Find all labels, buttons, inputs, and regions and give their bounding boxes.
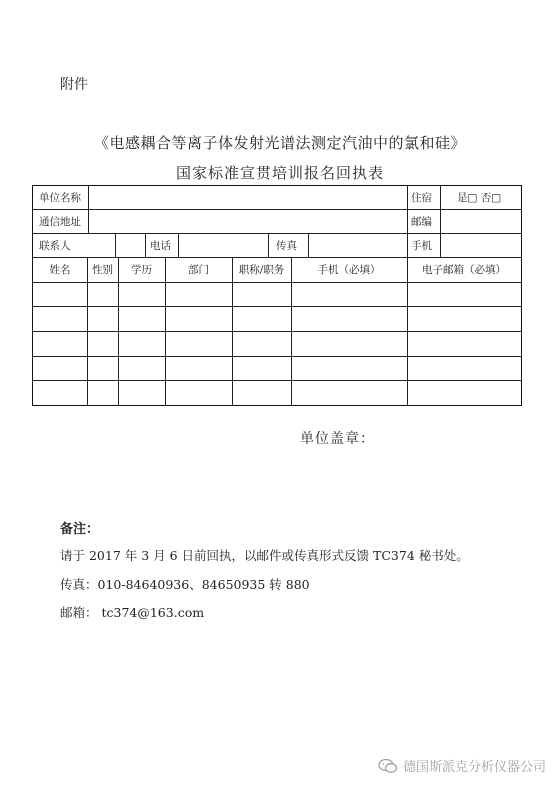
col-divider	[178, 233, 179, 257]
row-divider	[33, 306, 521, 307]
row-divider	[33, 282, 521, 283]
col-divider	[87, 257, 88, 405]
col-divider	[115, 233, 116, 257]
row-divider	[33, 331, 521, 332]
document-title: 《电感耦合等离子体发射光谱法测定汽油中的氯和硅》	[93, 134, 466, 152]
notes-title: 备注：	[60, 522, 100, 537]
row-divider	[33, 356, 521, 357]
col-divider	[308, 233, 309, 257]
attachment-label: 附件	[60, 77, 88, 93]
lodging-options: 是□ 否□	[457, 192, 502, 204]
column-header: 电子邮箱（必填）	[422, 264, 506, 276]
lodging-label: 住宿	[411, 192, 432, 204]
phone-label: 电话	[150, 240, 171, 252]
column-header: 姓名	[49, 264, 71, 276]
col-divider	[407, 186, 408, 257]
row-divider	[33, 380, 521, 381]
fax-label: 传真	[276, 240, 297, 252]
watermark-text: 德国斯派克分析仪器公司	[402, 760, 546, 775]
unit-stamp-label: 单位盖章：	[300, 431, 375, 447]
row-divider	[33, 233, 521, 234]
col-divider	[118, 257, 119, 405]
column-header: 职称/职务	[238, 264, 285, 276]
column-header: 部门	[188, 264, 209, 276]
column-header: 学历	[131, 264, 152, 276]
col-divider	[407, 257, 408, 405]
column-header: 性别	[92, 264, 113, 276]
registration-form	[32, 185, 522, 406]
notes-fax: 传真：010-84640936、84650935 转 880	[60, 577, 310, 592]
row-divider	[33, 257, 521, 258]
form-title: 国家标准宣贯培训报名回执表	[175, 164, 384, 182]
col-divider	[88, 186, 89, 233]
col-divider	[232, 257, 233, 405]
column-header: 手机（必填）	[317, 264, 381, 276]
notes-email: 邮箱： tc374@163.com	[60, 605, 205, 620]
unit-name-label: 单位名称	[39, 192, 81, 204]
col-divider	[165, 257, 166, 405]
col-divider	[440, 186, 441, 257]
notes-deadline: 请于 2017 年 3 月 6 日前回执，以邮件或传真形式反馈 TC374 秘书处。	[60, 548, 469, 563]
postcode-label: 邮编	[411, 216, 432, 228]
watermark	[378, 756, 546, 775]
row-divider	[33, 209, 521, 210]
address-label: 通信地址	[39, 216, 81, 228]
col-divider	[145, 233, 146, 257]
mobile-label: 手机	[411, 240, 432, 252]
col-divider	[268, 233, 269, 257]
wechat-icon	[378, 758, 398, 774]
contact-label: 联系人	[39, 240, 71, 252]
col-divider	[291, 257, 292, 405]
